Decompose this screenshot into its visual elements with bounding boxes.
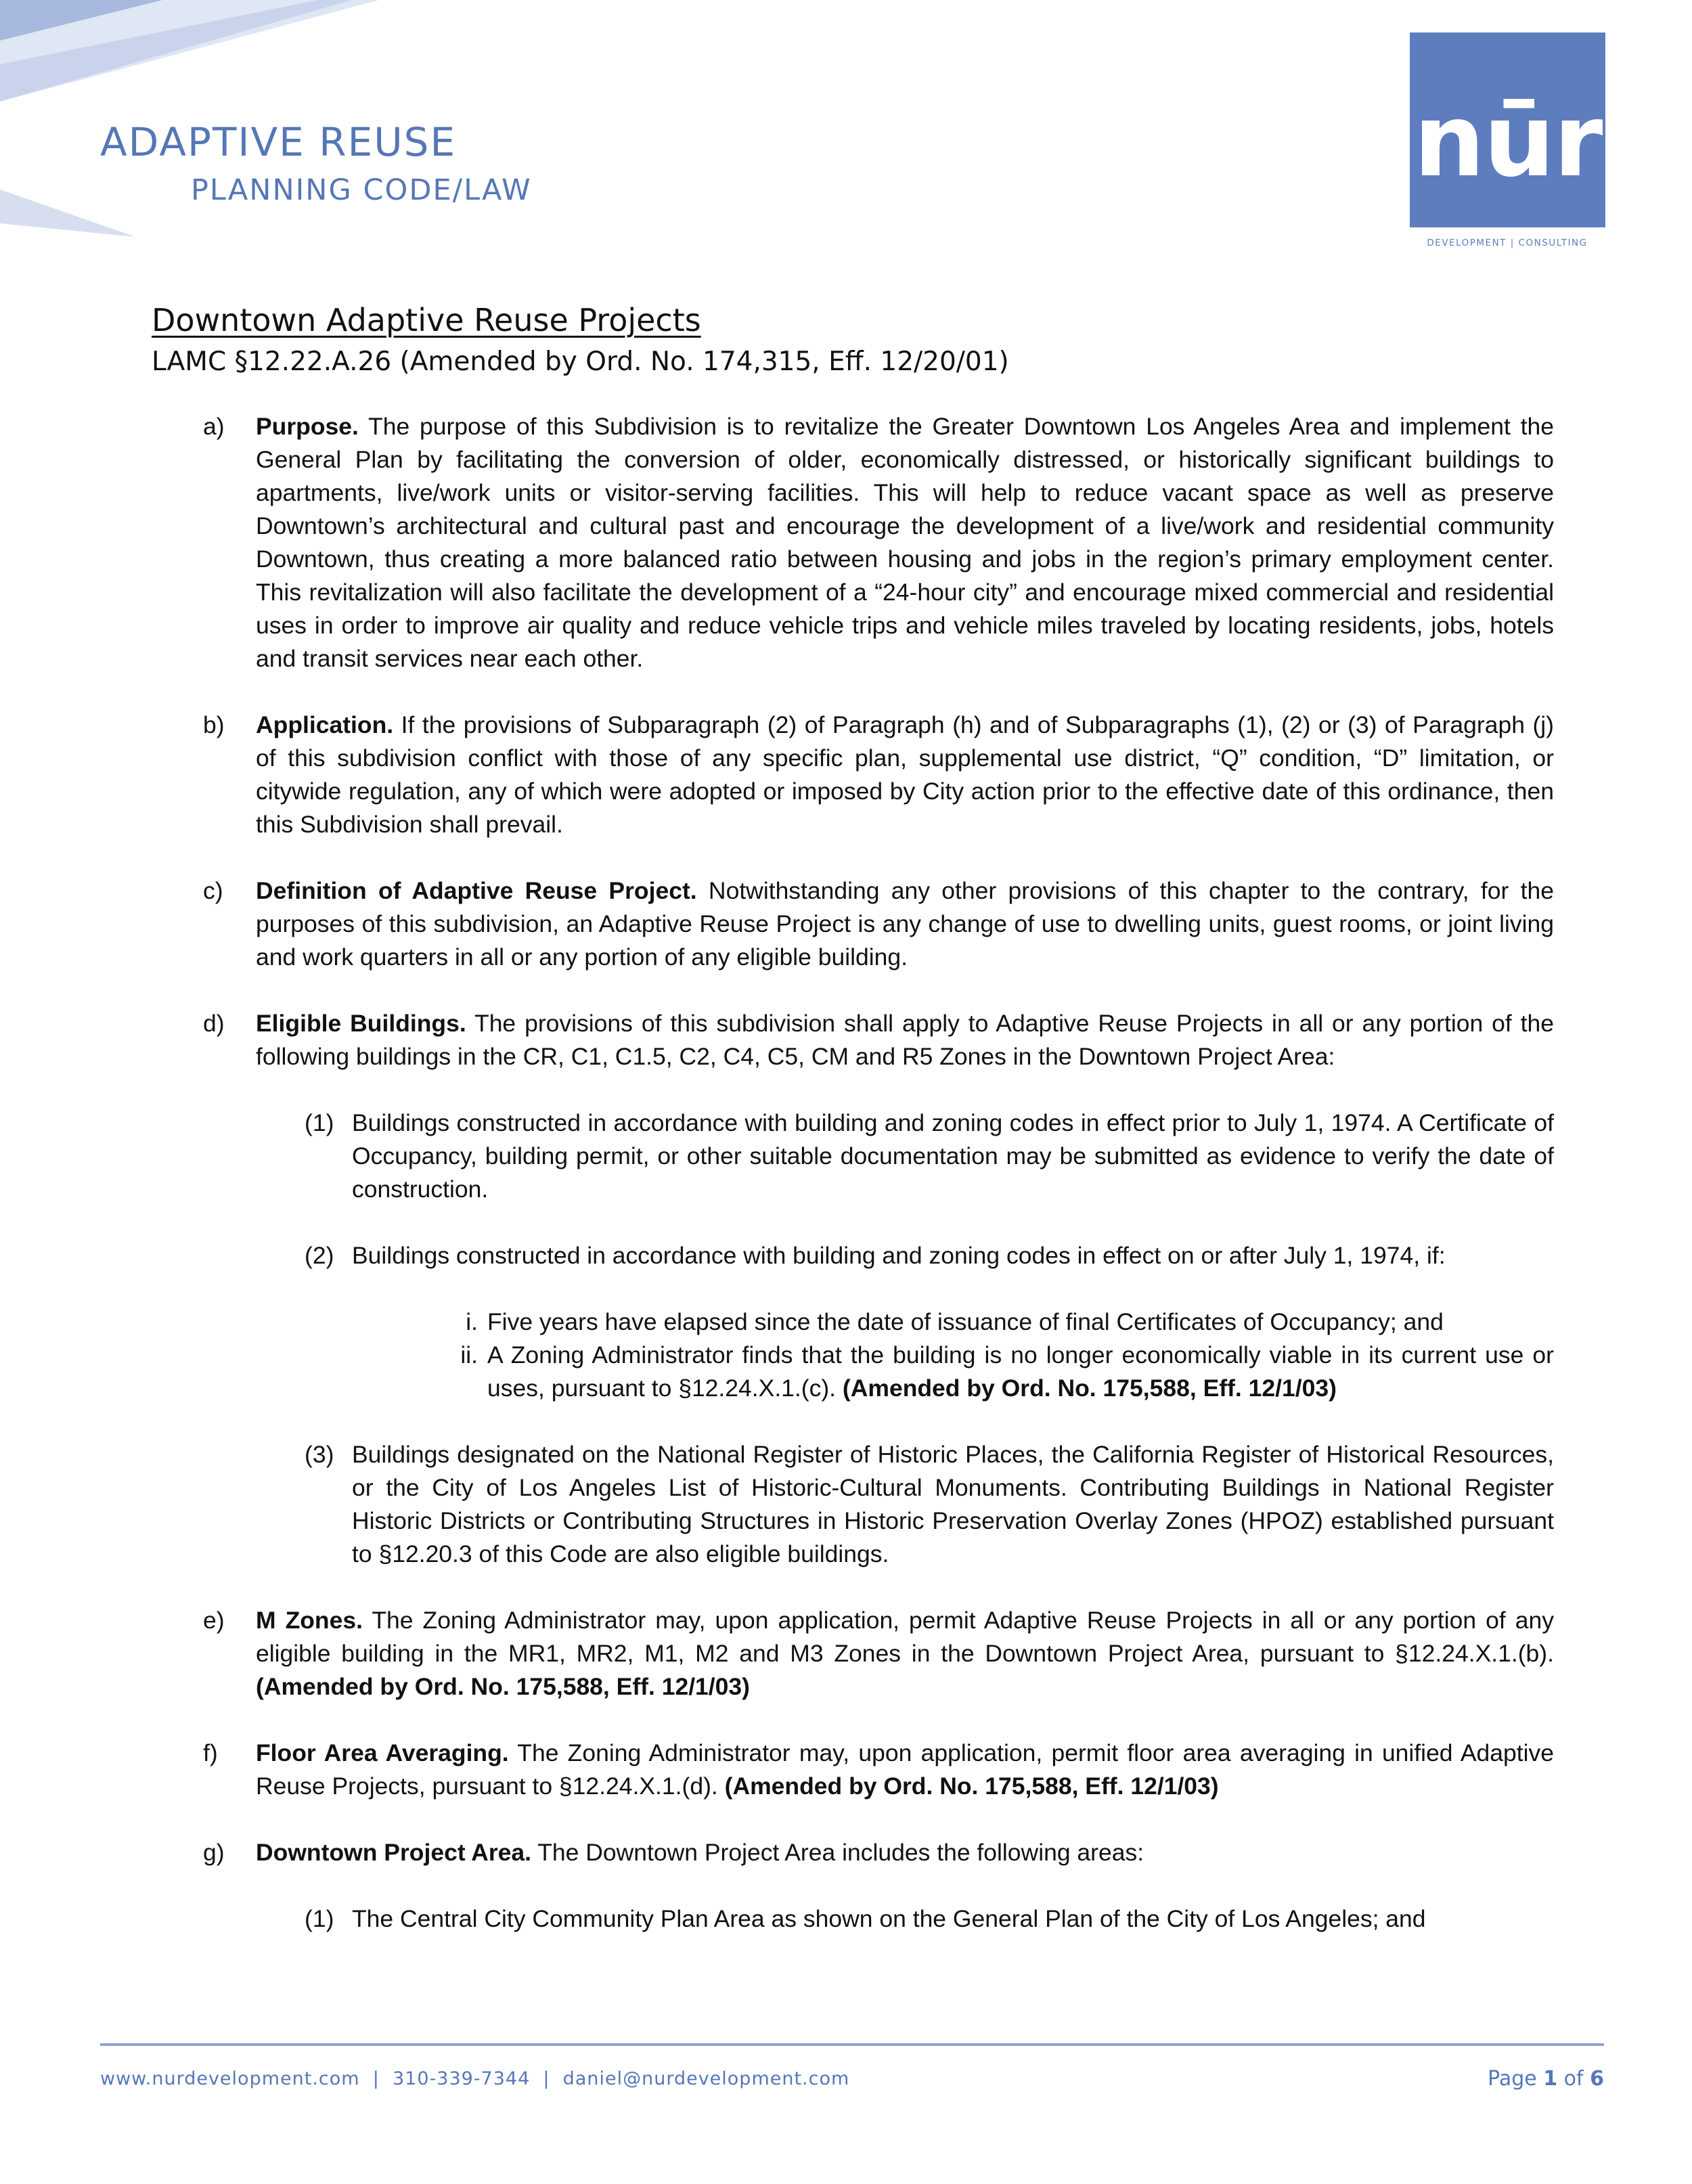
document-body (203, 410, 1554, 1969)
list-item-text: Buildings constructed in accordance with building and zoning codes in effect on or after July 1, 1974, if: (352, 1242, 1446, 1269)
nur-logo (1410, 32, 1605, 227)
section-marker: d) (203, 1010, 225, 1037)
section-text: The Downtown Project Area includes the following areas: (531, 1839, 1144, 1866)
section-paragraph (256, 874, 1554, 974)
logo-text: nūr (1413, 83, 1602, 199)
section-paragraph (256, 410, 1554, 675)
list-item (305, 1438, 1554, 1571)
amendment-note: (Amended by Ord. No. 175,588, Eff. 12/1/03) (724, 1773, 1219, 1800)
section-heading: Downtown Project Area. (256, 1839, 531, 1866)
section-paragraph (256, 1007, 1554, 1073)
section-purpose (203, 410, 1554, 675)
section-application (203, 709, 1554, 841)
list-item (305, 1902, 1554, 1936)
page-of: of (1557, 2067, 1590, 2091)
amendment-note: (Amended by Ord. No. 175,588, Eff. 12/1/03) (842, 1375, 1337, 1402)
section-heading: Eligible Buildings. (256, 1010, 466, 1037)
list-item-number: (2) (305, 1242, 334, 1269)
section-heading: M Zones. (256, 1607, 363, 1634)
list-item (305, 1239, 1554, 1272)
section-eligible-buildings (203, 1007, 1554, 1073)
roman-item-text: Five years have elapsed since the date of issuance of final Certificates of Occupancy; and (487, 1308, 1444, 1335)
section-heading: Application. (256, 711, 394, 738)
list-item-number: (3) (305, 1441, 334, 1468)
section-marker: a) (203, 413, 225, 440)
document-title: Downtown Adaptive Reuse Projects (152, 302, 701, 338)
section-text: If the provisions of Subparagraph (2) of Paragraph (h) and of Subparagraphs (1), (2) or (3) of Paragraph (j) of this subdivision conflict with those of any specific plan, supplemental use district, “Q” condition, “D” limitation, or citywide regulation, any of which were adopted or imposed by City action prior to the effective date of this ordinance, then this Subdivision shall prevail. (256, 711, 1554, 838)
list-item (305, 1107, 1554, 1206)
roman-item-number: i. (466, 1308, 478, 1335)
section-m-zones (203, 1604, 1554, 1703)
section-paragraph (256, 709, 1554, 841)
section-paragraph (256, 1737, 1554, 1803)
section-paragraph (256, 1836, 1554, 1869)
section-heading: Floor Area Averaging. (256, 1739, 509, 1766)
section-text: The provisions of this subdivision shall apply to Adaptive Reuse Projects in all or any portion of the following buildings in the CR, C1, C1.5, C2, C4, C5, CM and R5 Zones in the Downtown Project Area: (256, 1010, 1554, 1070)
page-number (1488, 2067, 1604, 2091)
section-marker: f) (203, 1739, 218, 1766)
section-paragraph (256, 1604, 1554, 1703)
header-subtitle: PLANNING CODE/LAW (191, 173, 532, 207)
section-text: Notwithstanding any other provisions of this chapter to the contrary, for the purposes of this subdivision, an Adaptive Reuse Project is any change of use to dwelling units, guest rooms, or joint living and work quarters in all or any portion of any eligible building. (256, 877, 1554, 971)
roman-item (453, 1306, 1554, 1339)
roman-item-paragraph (487, 1339, 1554, 1405)
section-marker: g) (203, 1839, 225, 1866)
document-subtitle: LAMC §12.22.A.26 (Amended by Ord. No. 174,315, Eff. 12/20/01) (152, 347, 1009, 377)
roman-list (203, 1306, 1554, 1405)
list-item-text: Buildings constructed in accordance with building and zoning codes in effect prior to July 1, 1974. A Certificate of Occupancy, building permit, or other suitable documentation may be submitted as evidence to verify the date of construction. (352, 1109, 1554, 1203)
header-title: ADAPTIVE REUSE (100, 119, 457, 165)
section-downtown-project-area (203, 1836, 1554, 1869)
section-heading: Purpose. (256, 413, 359, 440)
roman-item-text: A Zoning Administrator finds that the building is no longer economically viable in its current use or uses, pursuant to §12.24.X.1.(c). (487, 1341, 1554, 1402)
section-heading: Definition of Adaptive Reuse Project. (256, 877, 697, 904)
section-marker: b) (203, 711, 225, 738)
section-text: The Zoning Administrator may, upon application, permit floor area averaging in unified Adaptive Reuse Projects, pursuant to §12.24.X.1.(d). (256, 1739, 1554, 1800)
section-text: The Zoning Administrator may, upon application, permit Adaptive Reuse Projects in all or any portion of any eligible building in the MR1, MR2, M1, M2 and M3 Zones in the Downtown Project Area, pursuant to §12.24.X.1.(b). (256, 1607, 1554, 1667)
list-item-text: Buildings designated on the National Register of Historic Places, the California Register of Historical Resources, or the City of Los Angeles List of Historic-Cultural Monuments. Contributing Buildings in National Register Historic Districts or Contributing Structures in Historic Preservation Overlay Zones (HPOZ) established pursuant to §12.20.3 of this Code are also eligible buildings. (352, 1441, 1554, 1567)
page-total: 6 (1590, 2067, 1604, 2091)
list-item-number: (1) (305, 1109, 334, 1136)
list-item-number: (1) (305, 1905, 334, 1932)
page-label: Page (1488, 2067, 1544, 2091)
page-current: 1 (1543, 2067, 1558, 2091)
section-definition (203, 874, 1554, 974)
section-marker: c) (203, 877, 223, 904)
roman-item (453, 1339, 1554, 1405)
section-floor-area-averaging (203, 1737, 1554, 1803)
logo-tagline: DEVELOPMENT | CONSULTING (1427, 238, 1588, 248)
section-marker: e) (203, 1607, 225, 1634)
footer-contact (100, 2068, 849, 2089)
footer-divider (100, 2043, 1604, 2046)
footer-contact-text: www.nurdevelopment.com | 310-339-7344 | daniel@nurdevelopment.com (100, 2068, 850, 2089)
amendment-note: (Amended by Ord. No. 175,588, Eff. 12/1/03) (256, 1673, 750, 1700)
roman-item-number: ii. (460, 1341, 478, 1368)
section-text: The purpose of this Subdivision is to revitalize the Greater Downtown Los Angeles Area and implement the General Plan by facilitating the conversion of older, economically distressed, or historically significant buildings to apartments, live/work units or visitor-serving facilities. This will help to reduce vacant space as well as preserve Downtown’s architectural and cultural past and encourage the development of a live/work and residential community Downtown, thus creating a more balanced ratio between housing and jobs in the region’s primary employment center. This revitalization will also facilitate the development of a “24-hour city” and encourage mixed commercial and residential uses in order to improve air quality and reduce vehicle trips and vehicle miles traveled by locating residents, jobs, hotels and transit services near each other. (256, 413, 1554, 672)
list-item-text: The Central City Community Plan Area as shown on the General Plan of the City of Los Angeles; and (352, 1905, 1426, 1932)
